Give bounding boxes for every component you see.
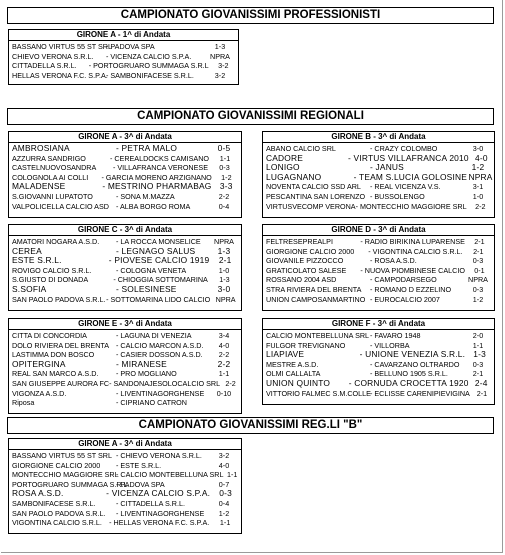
- match-row: [12, 52, 238, 62]
- group-title: GIRONE A - 1^ di Andata: [9, 30, 238, 41]
- match-score: [207, 398, 241, 408]
- away-team: - CIPRIANO CATRON: [116, 398, 187, 408]
- match-row: [12, 398, 241, 408]
- home-team: MONTECCHIO MAGGIORE SRL: [12, 470, 119, 480]
- away-team: - CORNUDA CROCETTA 1920: [348, 377, 469, 388]
- match-row: [12, 71, 238, 81]
- section-heading-regli-b: CAMPIONATO GIOVANISSIMI REG.LI "B": [7, 417, 494, 434]
- match-score: 4-0: [475, 152, 488, 163]
- match-score: 4-0: [218, 340, 230, 350]
- match-score: 1-1: [219, 518, 231, 528]
- group-title: GIRONE E - 3^ di Andata: [9, 319, 241, 330]
- match-score: NPRA: [214, 237, 234, 246]
- away-team: - VICENZA CALCIO S.P.A.: [106, 488, 211, 499]
- match-row: [12, 266, 241, 276]
- home-team: CADORE: [266, 152, 304, 163]
- match-score: NPRA: [210, 51, 230, 61]
- match-score: 2-2: [218, 350, 230, 360]
- away-team: - MONTECCHIO MAGGIORE SRL: [355, 201, 467, 211]
- match-score: 1-0: [218, 265, 230, 275]
- match-score: 2-1: [474, 237, 485, 246]
- match-row: [266, 389, 494, 399]
- away-team: - LIVENTINAGORGHENSE: [116, 388, 205, 398]
- away-team: - RADIO BIRIKINA LUPARENSE: [360, 237, 465, 246]
- home-team: LASTIMMA DON BOSCO: [12, 350, 95, 360]
- away-team: - CEREALDOCKS CAMISANO: [109, 153, 209, 163]
- match-row: [12, 61, 238, 71]
- away-team: - CRAZY COLOMBO: [370, 144, 438, 153]
- match-row: [266, 379, 494, 389]
- away-team: - CASIER DOSSON A.S.D.: [116, 350, 203, 360]
- match-score: 0-4: [218, 201, 230, 211]
- match-score: 1-3: [473, 349, 486, 360]
- home-team: CHIEVO VERONA S.R.L.: [12, 51, 94, 61]
- away-team: - VICENZA CALCIO S.P.A.: [106, 51, 192, 61]
- away-team: - LIVENTINAGORGHENSE: [116, 508, 205, 518]
- home-team: GIORGIONE CALCIO 2000: [12, 460, 101, 470]
- match-row: [12, 182, 241, 192]
- match-score: NPRA: [215, 294, 236, 304]
- match-score: 3-2: [218, 451, 230, 460]
- away-team: - PADOVA SPA: [106, 42, 155, 51]
- group-reg-girone-d: [262, 224, 495, 311]
- match-row: [12, 202, 241, 212]
- match-score: 1-3: [217, 245, 231, 256]
- group-title: GIRONE D - 3^ di Andata: [263, 225, 494, 236]
- match-row: [266, 247, 494, 257]
- match-score: 1-1: [218, 369, 230, 379]
- home-team: VIGONZA A.S.D.: [12, 388, 67, 398]
- away-team: - VIGONTINA CALCIO S.R.L.: [368, 246, 463, 256]
- home-team: REAL SAN MARCO A.S.D.: [12, 369, 99, 379]
- away-team: - GARCIA MORENO ARZIGNANO: [101, 172, 212, 182]
- match-score: 1-1: [227, 470, 238, 480]
- match-score: 3-0: [217, 283, 231, 294]
- away-team: - PRO MOGLIANO: [116, 369, 177, 379]
- match-score: 2-0: [472, 331, 484, 340]
- match-score: 1-1: [472, 340, 484, 350]
- match-score: 2-2: [217, 358, 231, 369]
- group-reg-girone-a: [8, 131, 242, 218]
- home-team: VALPOLICELLA CALCIO ASD: [12, 201, 109, 211]
- away-team: - SOLESINESE: [116, 283, 177, 294]
- match-score: 3-2: [218, 61, 229, 71]
- away-team: - LAGUNA DI VENEZIA: [116, 331, 192, 340]
- match-score: 2-1: [473, 246, 484, 256]
- home-team: OPITERGINA: [12, 358, 66, 369]
- away-team: - ESTE S.R.L.: [116, 460, 162, 470]
- section-heading-regionali: CAMPIONATO GIOVANISSIMI REGIONALI: [7, 108, 494, 125]
- match-score: 0-3: [219, 163, 230, 173]
- away-team: - MIRANESE: [116, 358, 167, 369]
- home-team: ESTE S.R.L.: [12, 255, 62, 266]
- match-score: 3-2: [214, 70, 226, 80]
- match-score: 0-3: [472, 359, 484, 369]
- home-team: MALADENSE: [12, 181, 66, 192]
- away-team: - ROSA A.S.D.: [370, 256, 417, 266]
- group-reg-girone-f: [262, 318, 495, 405]
- group-title: GIRONE F - 3^ di Andata: [263, 319, 494, 330]
- match-score: NPRA: [468, 275, 488, 285]
- match-row: [12, 285, 241, 295]
- match-score: 1-1: [219, 153, 231, 163]
- group-title: GIRONE B - 3^ di Andata: [263, 132, 494, 143]
- match-row: [266, 192, 494, 202]
- away-team: - CAVARZANO OLTRARDO: [370, 359, 460, 369]
- home-team: LIAPIAVE: [266, 349, 305, 360]
- home-team: COLOGNOLA AI COLLI: [12, 172, 89, 182]
- home-team: SAMBONIFACESE S.R.L.: [12, 498, 96, 508]
- away-team: - JANUS: [370, 162, 404, 173]
- match-row: [266, 256, 494, 266]
- group-title: GIRONE A - 3^ di Andata: [9, 439, 241, 450]
- match-row: [12, 192, 241, 202]
- home-team: VIGONTINA CALCIO S.R.L.: [12, 518, 102, 528]
- match-row: [12, 389, 241, 399]
- away-team: - ECLISSE CARENIPIEVIGINA: [370, 388, 470, 398]
- away-team: - LA ROCCA MONSELICE: [116, 237, 201, 246]
- match-score: 1-2: [218, 508, 230, 518]
- away-team: - BUSSOLENGO: [370, 191, 425, 201]
- match-row: [12, 518, 241, 528]
- match-score: 1-2: [221, 172, 232, 182]
- home-team: AMBROSIANA: [12, 143, 70, 153]
- match-score: 1-3: [219, 275, 230, 285]
- match-score: 2-4: [474, 377, 488, 388]
- home-team: S.GIUSTO DI DONADA: [12, 275, 89, 285]
- away-team: - PETRA MALO: [116, 143, 178, 153]
- away-team: - CHIOGGIA SOTTOMARINA: [113, 275, 208, 285]
- away-team: - VILLORBA: [370, 340, 410, 350]
- match-row: [12, 489, 241, 499]
- home-team: ROSSANO 2004 ASD: [266, 275, 337, 285]
- home-team: BASSANO VIRTUS 55 ST SRL: [12, 451, 112, 460]
- match-score: 0-5: [217, 143, 231, 153]
- home-team: SAN PAOLO PADOVA S.R.L.: [12, 508, 106, 518]
- match-score: 0-3: [472, 256, 484, 266]
- group-title: GIRONE C - 3^ di Andata: [9, 225, 241, 236]
- match-row: [266, 285, 494, 295]
- match-row: [266, 237, 494, 247]
- home-team: CEREA: [12, 245, 42, 256]
- match-row: [12, 451, 241, 461]
- match-row: [12, 499, 241, 509]
- home-team: SAN GIUSEPPE AURORA FC: [12, 378, 110, 388]
- match-row: [266, 202, 494, 212]
- match-row: [12, 144, 241, 154]
- away-team: - PADOVA SPA: [116, 479, 165, 489]
- away-team: - UNIONE VENEZIA S.R.L.: [359, 349, 466, 360]
- away-team: - ALBA BORGO ROMA: [116, 201, 191, 211]
- match-score: 0-3: [219, 488, 232, 499]
- group-title: GIRONE A - 3^ di Andata: [9, 132, 241, 143]
- home-team: OLMI CALLALTA: [266, 369, 321, 379]
- match-row: [12, 295, 241, 305]
- away-team: - MESTRINO PHARMABAG: [102, 181, 212, 192]
- match-row: [12, 470, 241, 480]
- home-team: CASTELNUOVOSANDRA: [12, 163, 97, 173]
- home-team: GIOVANILE PIZZOCCO: [266, 256, 344, 266]
- match-score: 0-3: [472, 284, 484, 294]
- match-score: NPRA: [468, 171, 493, 182]
- home-team: ROSA A.S.D.: [12, 488, 64, 499]
- match-row: [12, 256, 241, 266]
- match-row: [12, 509, 241, 519]
- home-team: NOVENTA CALCIO SSD ARL: [266, 182, 361, 192]
- group-pro-girone-a: [8, 29, 239, 85]
- match-row: [266, 350, 494, 360]
- away-team: - SOTTOMARINA LIDO CALCIO: [106, 294, 211, 304]
- away-team: - PORTOGRUARO SUMMAGA S.R.L: [88, 61, 209, 71]
- group-regb-girone-a: [8, 438, 242, 534]
- home-team: PORTOGRUARO SUMMAGA S.R.L: [12, 479, 128, 489]
- match-score: 3-4: [218, 331, 230, 340]
- match-score: 0-1: [474, 265, 485, 275]
- group-reg-girone-e: [8, 318, 242, 414]
- home-team: AZZURRA SANDRIGO: [12, 153, 86, 163]
- home-team: CITTADELLA S.R.L.: [12, 61, 77, 71]
- away-team: - VIRTUS VILLAFRANCA 2010: [348, 152, 469, 163]
- home-team: UNION CAMPOSANMARTINO: [266, 294, 366, 304]
- home-team: CITTA DI CONCORDIA: [12, 331, 87, 340]
- match-score: 1-0: [472, 191, 484, 201]
- match-score: 0-4: [218, 498, 230, 508]
- match-score: 2-1: [476, 388, 488, 398]
- home-team: ROVIGO CALCIO S.R.L.: [12, 265, 92, 275]
- home-team: UNION QUINTO: [266, 377, 331, 388]
- match-row: [12, 379, 241, 389]
- match-score: 2-2: [225, 378, 236, 388]
- home-team: FELTRESEPREALPI: [266, 237, 333, 246]
- home-team: VIRTUSVECOMP VERONA: [266, 201, 356, 211]
- match-score: 2-1: [472, 369, 484, 379]
- match-row: [12, 341, 241, 351]
- away-team: - LEGNAGO SALUS: [116, 245, 196, 256]
- away-team: - SANDONAJESOLOCALCIO SRL: [109, 378, 221, 388]
- match-row: [12, 42, 238, 52]
- section-heading-professionisti: CAMPIONATO GIOVANISSIMI PROFESSIONISTI: [7, 7, 494, 24]
- match-row: [12, 331, 241, 341]
- match-score: 0-7: [218, 479, 230, 489]
- away-team: - ROMANO D EZZELINO: [370, 284, 452, 294]
- away-team: - CITTADELLA S.R.L.: [116, 498, 185, 508]
- match-row: [266, 173, 494, 183]
- home-team: AMATORI NOGARA A.S.D.: [12, 237, 100, 246]
- home-team: S.SOFIA: [12, 283, 47, 294]
- match-row: [266, 266, 494, 276]
- home-team: STRA RIVIERA DEL BRENTA: [266, 284, 362, 294]
- away-team: - VILLAFRANCA VERONESE: [112, 163, 208, 173]
- match-score: 2-2: [218, 191, 230, 201]
- match-score: 3-0: [472, 144, 484, 153]
- away-team: - EUROCALCIO 2007: [370, 294, 440, 304]
- home-team: LUGAGNANO: [266, 171, 322, 182]
- home-team: S.GIOVANNI LUPATOTO: [12, 191, 93, 201]
- away-team: - CALCIO MARCON A.S.D.: [116, 340, 204, 350]
- away-team: - NUOVA PIOMBINESE CALCIO: [360, 265, 465, 275]
- match-row: [12, 163, 241, 173]
- home-team: ABANO CALCIO SRL: [266, 144, 336, 153]
- home-team: VITTORIO FALMEC S.M.COLLE: [266, 388, 371, 398]
- away-team: - REAL VICENZA V.S.: [370, 182, 441, 192]
- away-team: - SONA M.MAZZA: [116, 191, 175, 201]
- home-team: GRATICOLATO SALESE: [266, 265, 347, 275]
- match-row: [12, 369, 241, 379]
- home-team: CALCIO MONTEBELLUNA SRL: [266, 331, 370, 340]
- away-team: - PIOVESE CALCIO 1919: [108, 255, 210, 266]
- match-score: 1-2: [472, 294, 484, 304]
- home-team: MESTRE A.S.D.: [266, 359, 319, 369]
- away-team: - FAVARO 1948: [370, 331, 421, 340]
- match-row: [12, 360, 241, 370]
- match-score: 2-1: [218, 255, 232, 266]
- home-team: DOLO RIVIERA DEL BRENTA: [12, 340, 110, 350]
- home-team: LONIGO: [266, 162, 300, 173]
- match-score: 3-3: [219, 181, 233, 192]
- match-row: [266, 360, 494, 370]
- match-score: 3-1: [472, 182, 484, 192]
- away-team: - CALCIO MONTEBELLUNA SRL: [116, 470, 224, 480]
- away-team: - COLOGNA VENETA: [116, 265, 187, 275]
- away-team: - HELLAS VERONA F.C. S.P.A.: [109, 518, 210, 528]
- home-team: FULGOR TREVIGNANO: [266, 340, 346, 350]
- home-team: GIORGIONE CALCIO 2000: [266, 246, 355, 256]
- away-team: - SAMBONIFACESE S.R.L.: [106, 70, 194, 80]
- home-team: BASSANO VIRTUS 55 ST SRL: [12, 42, 112, 51]
- home-team: PESCANTINA SAN LORENZO: [266, 191, 366, 201]
- match-row: [266, 182, 494, 192]
- match-score: 4-0: [218, 460, 230, 470]
- match-score: 1-2: [471, 162, 485, 173]
- away-team: - TEAM S.LUCIA GOLOSINE: [353, 171, 468, 182]
- away-team: - BELLUNO 1905 S.R.L.: [370, 369, 448, 379]
- match-score: 1-3: [214, 42, 226, 51]
- match-row: [12, 461, 241, 471]
- group-reg-girone-b: [262, 131, 495, 218]
- match-score: 2-2: [475, 201, 486, 211]
- match-row: [12, 154, 241, 164]
- away-team: - CAMPODARSEGO: [370, 275, 437, 285]
- match-row: [266, 295, 494, 305]
- away-team: - CHIEVO VERONA S.R.L.: [116, 451, 202, 460]
- home-team: SAN PAOLO PADOVA S.R.L.: [12, 294, 106, 304]
- match-row: [266, 275, 494, 285]
- group-reg-girone-c: [8, 224, 242, 311]
- match-score: 0-10: [216, 388, 232, 398]
- match-row: [266, 331, 494, 341]
- home-team: Riposa: [12, 398, 35, 408]
- home-team: HELLAS VERONA F.C. S.P.A.: [12, 70, 108, 80]
